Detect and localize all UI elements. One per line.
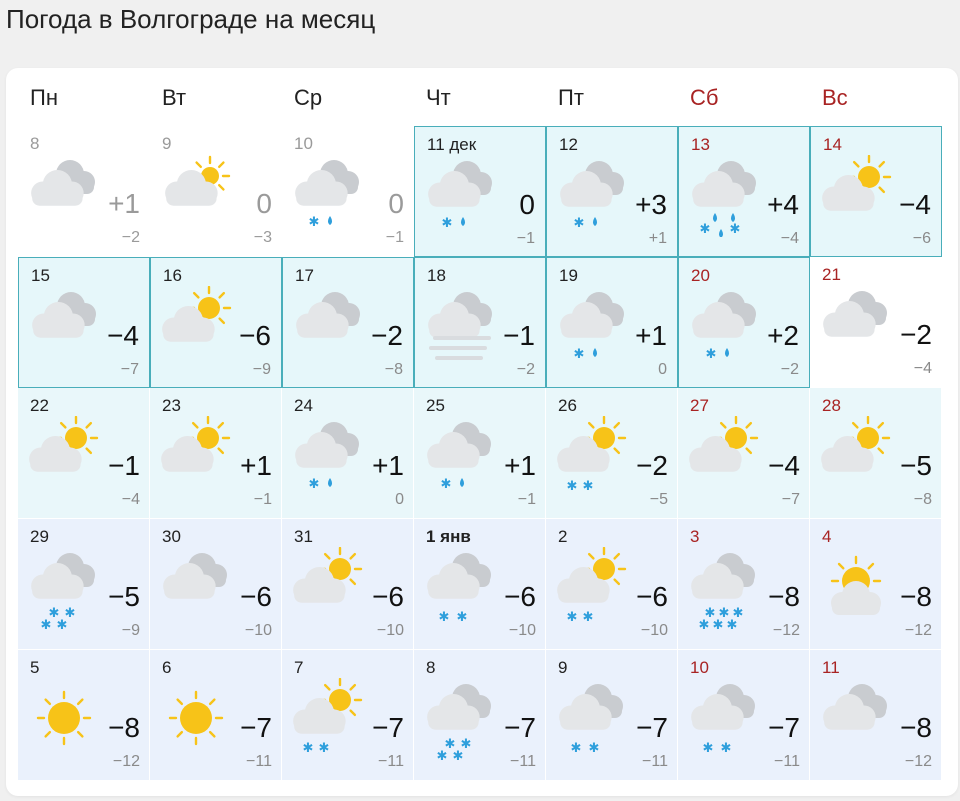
temp-max: +1 (635, 320, 667, 351)
svg-text:✱: ✱ (573, 347, 585, 362)
sun-behind-cloud-icon (816, 547, 898, 629)
temp-min: −12 (904, 753, 932, 770)
svg-text:✱: ✱ (40, 618, 52, 629)
day-cell[interactable] (546, 126, 678, 257)
temp-max: +1 (240, 450, 272, 481)
day-date: 22 (30, 396, 49, 415)
day-date: 8 (30, 134, 40, 153)
temp-max: 0 (519, 189, 535, 220)
temp-min: −1 (516, 230, 535, 247)
cloudy-snow-icon (552, 678, 634, 760)
day-date: 9 (558, 658, 568, 677)
temp-min: −10 (244, 622, 272, 639)
temp-max: +1 (108, 188, 140, 219)
day-cell[interactable] (678, 257, 810, 388)
temp-max: −7 (768, 712, 800, 743)
temp-min: −6 (912, 230, 931, 247)
day-cell[interactable] (810, 388, 942, 519)
day-cell[interactable] (414, 257, 546, 388)
day-cell[interactable] (150, 388, 282, 519)
day-cell[interactable] (546, 257, 678, 388)
temp-max: −6 (372, 581, 404, 612)
day-date: 2 (558, 527, 568, 546)
temp-max: −8 (108, 712, 140, 743)
partly-cloudy-sun-icon (24, 416, 106, 498)
day-cell[interactable] (810, 650, 942, 781)
day-date: 16 (163, 266, 182, 285)
day-cell[interactable] (150, 519, 282, 650)
day-cell[interactable] (18, 126, 150, 257)
partly-cloudy-snow-icon (288, 678, 370, 760)
day-date: 4 (822, 527, 832, 546)
partly-cloudy-snow-icon (552, 416, 634, 498)
svg-text:✱: ✱ (452, 749, 464, 760)
day-date: 9 (162, 134, 172, 153)
cloudy-sleet-icon (420, 416, 502, 498)
day-date: 31 (294, 527, 313, 546)
temp-min: −11 (774, 753, 800, 770)
svg-text:✱: ✱ (582, 610, 594, 625)
svg-text:✱: ✱ (48, 606, 60, 621)
temp-max: −8 (900, 581, 932, 612)
svg-text:✱: ✱ (570, 741, 582, 756)
temp-max: −6 (636, 581, 668, 612)
day-cell[interactable] (282, 388, 414, 519)
svg-text:✱: ✱ (436, 749, 448, 760)
temp-min: −2 (780, 361, 799, 378)
day-date: 6 (162, 658, 172, 677)
day-date: 17 (295, 266, 314, 285)
temp-min: −5 (649, 491, 668, 508)
temp-min: +1 (648, 230, 667, 247)
cloudy-sleet-icon (288, 416, 370, 498)
day-date: 11 (822, 658, 840, 677)
svg-text:✱: ✱ (460, 737, 472, 752)
temp-min: −1 (517, 491, 536, 508)
temp-max: −4 (899, 189, 931, 220)
cloudy-snow-icon (684, 678, 766, 760)
temp-min: −10 (508, 622, 536, 639)
temp-min: −9 (252, 361, 271, 378)
svg-text:✱: ✱ (712, 618, 724, 629)
day-date: 18 (427, 266, 446, 285)
svg-text:✱: ✱ (698, 618, 710, 629)
day-cell[interactable] (678, 126, 810, 257)
temp-max: −6 (239, 320, 271, 351)
temp-min: −10 (376, 622, 404, 639)
cloudy-sleet-heavy-icon (685, 155, 767, 237)
weekday-label: Пн (30, 85, 58, 110)
svg-text:✱: ✱ (308, 477, 320, 492)
day-cell[interactable] (810, 257, 942, 388)
weekday-label: Сб (690, 85, 719, 110)
day-cell[interactable] (150, 650, 282, 781)
svg-text:✱: ✱ (582, 479, 594, 494)
day-date: 24 (294, 396, 313, 415)
cloudy-snow-icon (420, 547, 502, 629)
cloudy-snow-heavy-icon (24, 547, 106, 629)
temp-min: 0 (658, 361, 667, 378)
svg-text:✱: ✱ (308, 215, 320, 230)
temp-max: −6 (240, 581, 272, 612)
day-cell[interactable] (18, 650, 150, 781)
temp-max: −7 (240, 712, 272, 743)
svg-text:✱: ✱ (732, 606, 744, 621)
partly-cloudy-sun-icon (817, 155, 899, 237)
svg-text:✱: ✱ (702, 741, 714, 756)
day-date: 19 (559, 266, 578, 285)
temp-max: −7 (372, 712, 404, 743)
day-cell[interactable] (678, 519, 810, 650)
day-cell[interactable] (18, 388, 150, 519)
temp-min: −2 (121, 229, 140, 246)
month-calendar (6, 68, 958, 796)
temp-max: +3 (635, 189, 667, 220)
temp-min: −2 (516, 361, 535, 378)
day-date: 28 (822, 396, 841, 415)
day-cell[interactable] (18, 257, 150, 388)
svg-text:✱: ✱ (444, 737, 456, 752)
temp-min: −9 (121, 622, 140, 639)
day-cell[interactable] (546, 519, 678, 650)
sun-icon (156, 678, 238, 760)
day-cell[interactable] (282, 650, 414, 781)
temp-min: −12 (772, 622, 800, 639)
day-date: 3 (690, 527, 700, 546)
day-cell[interactable] (414, 126, 546, 257)
day-date: 15 (31, 266, 50, 285)
partly-cloudy-icon (156, 154, 238, 236)
temp-max: −5 (900, 450, 932, 481)
page-title: Погода в Волгограде на месяц (6, 4, 376, 34)
cloudy-icon (24, 154, 106, 236)
temp-max: −2 (636, 450, 668, 481)
day-date: 27 (690, 396, 709, 415)
day-cell[interactable] (810, 519, 942, 650)
temp-min: −7 (120, 361, 139, 378)
temp-min: −7 (781, 491, 800, 508)
partly-cloudy-snow-icon (552, 547, 634, 629)
svg-text:✱: ✱ (588, 741, 600, 756)
day-date: 21 (822, 265, 841, 284)
temp-max: −8 (900, 712, 932, 743)
day-date: 13 (691, 135, 710, 154)
temp-max: −6 (504, 581, 536, 612)
temp-min: 0 (395, 491, 404, 508)
cloudy-sleet-icon (685, 286, 767, 368)
svg-text:✱: ✱ (302, 741, 314, 756)
day-cell[interactable] (546, 650, 678, 781)
day-date: 10 (294, 134, 313, 153)
temp-min: −11 (642, 753, 668, 770)
weekday-label: Ср (294, 85, 323, 110)
day-cell[interactable] (150, 257, 282, 388)
day-date: 11 дек (427, 135, 477, 154)
cloudy-icon (25, 286, 107, 368)
temp-max: +1 (372, 450, 404, 481)
temp-max: −1 (108, 450, 140, 481)
calendar-grid (18, 126, 942, 781)
svg-text:✱: ✱ (704, 606, 716, 621)
svg-text:✱: ✱ (56, 618, 68, 629)
temp-max: −1 (503, 320, 535, 351)
day-date: 7 (294, 658, 304, 677)
day-cell[interactable] (546, 388, 678, 519)
svg-text:✱: ✱ (440, 477, 452, 492)
temp-min: −12 (112, 753, 140, 770)
day-cell[interactable] (18, 519, 150, 650)
svg-text:✱: ✱ (726, 618, 738, 629)
svg-text:✱: ✱ (64, 606, 76, 621)
day-date: 8 (426, 658, 436, 677)
cloudy-sleet-icon (553, 286, 635, 368)
svg-text:✱: ✱ (718, 606, 730, 621)
cloudy-icon (816, 285, 898, 367)
temp-min: −11 (378, 753, 404, 770)
temp-max: −7 (636, 712, 668, 743)
partly-cloudy-sun-icon (816, 416, 898, 498)
svg-text:✱: ✱ (720, 741, 732, 756)
day-date: 10 (690, 658, 709, 677)
day-date: 5 (30, 658, 40, 677)
temp-min: −8 (913, 491, 932, 508)
day-date: 25 (426, 396, 445, 415)
svg-text:✱: ✱ (566, 479, 578, 494)
day-date: 20 (691, 266, 710, 285)
svg-text:✱: ✱ (566, 610, 578, 625)
weekday-label: Пт (558, 85, 584, 110)
day-cell[interactable] (414, 519, 546, 650)
weekday-label: Вс (822, 85, 848, 110)
cloudy-snow-6-icon (684, 547, 766, 629)
partly-cloudy-sun-icon (156, 416, 238, 498)
partly-cloudy-sun-icon (288, 547, 370, 629)
day-date: 26 (558, 396, 577, 415)
sun-icon (24, 678, 106, 760)
cloudy-sleet-icon (288, 154, 370, 236)
svg-text:✱: ✱ (573, 216, 585, 231)
temp-max: −2 (371, 320, 403, 351)
day-cell[interactable] (414, 650, 546, 781)
day-date: 1 янв (426, 527, 471, 546)
temp-max: −5 (108, 581, 140, 612)
day-date: 12 (559, 135, 578, 154)
day-date: 30 (162, 527, 181, 546)
svg-text:✱: ✱ (441, 216, 453, 231)
temp-max: 0 (388, 188, 404, 219)
day-date: 23 (162, 396, 181, 415)
temp-min: −1 (385, 229, 404, 246)
temp-min: −11 (510, 753, 536, 770)
svg-text:✱: ✱ (456, 610, 468, 625)
day-cell[interactable] (282, 126, 414, 257)
day-cell[interactable] (810, 126, 942, 257)
temp-max: −4 (107, 320, 139, 351)
cloudy-icon (816, 678, 898, 760)
svg-text:✱: ✱ (438, 610, 450, 625)
temp-max: 0 (256, 188, 272, 219)
day-cell[interactable] (414, 388, 546, 519)
day-date: 29 (30, 527, 49, 546)
cloudy-snow-heavy-icon (420, 678, 502, 760)
day-cell[interactable] (282, 257, 414, 388)
temp-min: −4 (780, 230, 799, 247)
temp-max: −4 (768, 450, 800, 481)
temp-max: +2 (767, 320, 799, 351)
temp-max: +1 (504, 450, 536, 481)
cloudy-icon (156, 547, 238, 629)
temp-min: −3 (253, 229, 272, 246)
svg-text:✱: ✱ (699, 222, 711, 237)
weekday-header (18, 78, 942, 128)
temp-min: −8 (384, 361, 403, 378)
day-cell[interactable] (150, 126, 282, 257)
temp-min: −10 (640, 622, 668, 639)
partly-cloudy-sun-icon (684, 416, 766, 498)
fog-icon (421, 286, 503, 368)
svg-text:✱: ✱ (729, 222, 741, 237)
day-cell[interactable] (678, 650, 810, 781)
weekday-label: Вт (162, 85, 187, 110)
temp-max: −2 (900, 319, 932, 350)
partly-cloudy-sun-icon (157, 286, 239, 368)
day-cell[interactable] (678, 388, 810, 519)
temp-min: −4 (121, 491, 140, 508)
cloudy-sleet-icon (421, 155, 503, 237)
temp-max: −8 (768, 581, 800, 612)
temp-max: +4 (767, 189, 799, 220)
weekday-label: Чт (426, 85, 451, 110)
temp-max: −7 (504, 712, 536, 743)
cloudy-icon (289, 286, 371, 368)
cloudy-sleet-icon (553, 155, 635, 237)
day-date: 14 (823, 135, 842, 154)
svg-text:✱: ✱ (318, 741, 330, 756)
day-cell[interactable] (282, 519, 414, 650)
svg-text:✱: ✱ (705, 347, 717, 362)
temp-min: −1 (253, 491, 272, 508)
temp-min: −12 (904, 622, 932, 639)
temp-min: −4 (913, 360, 932, 377)
temp-min: −11 (246, 753, 272, 770)
